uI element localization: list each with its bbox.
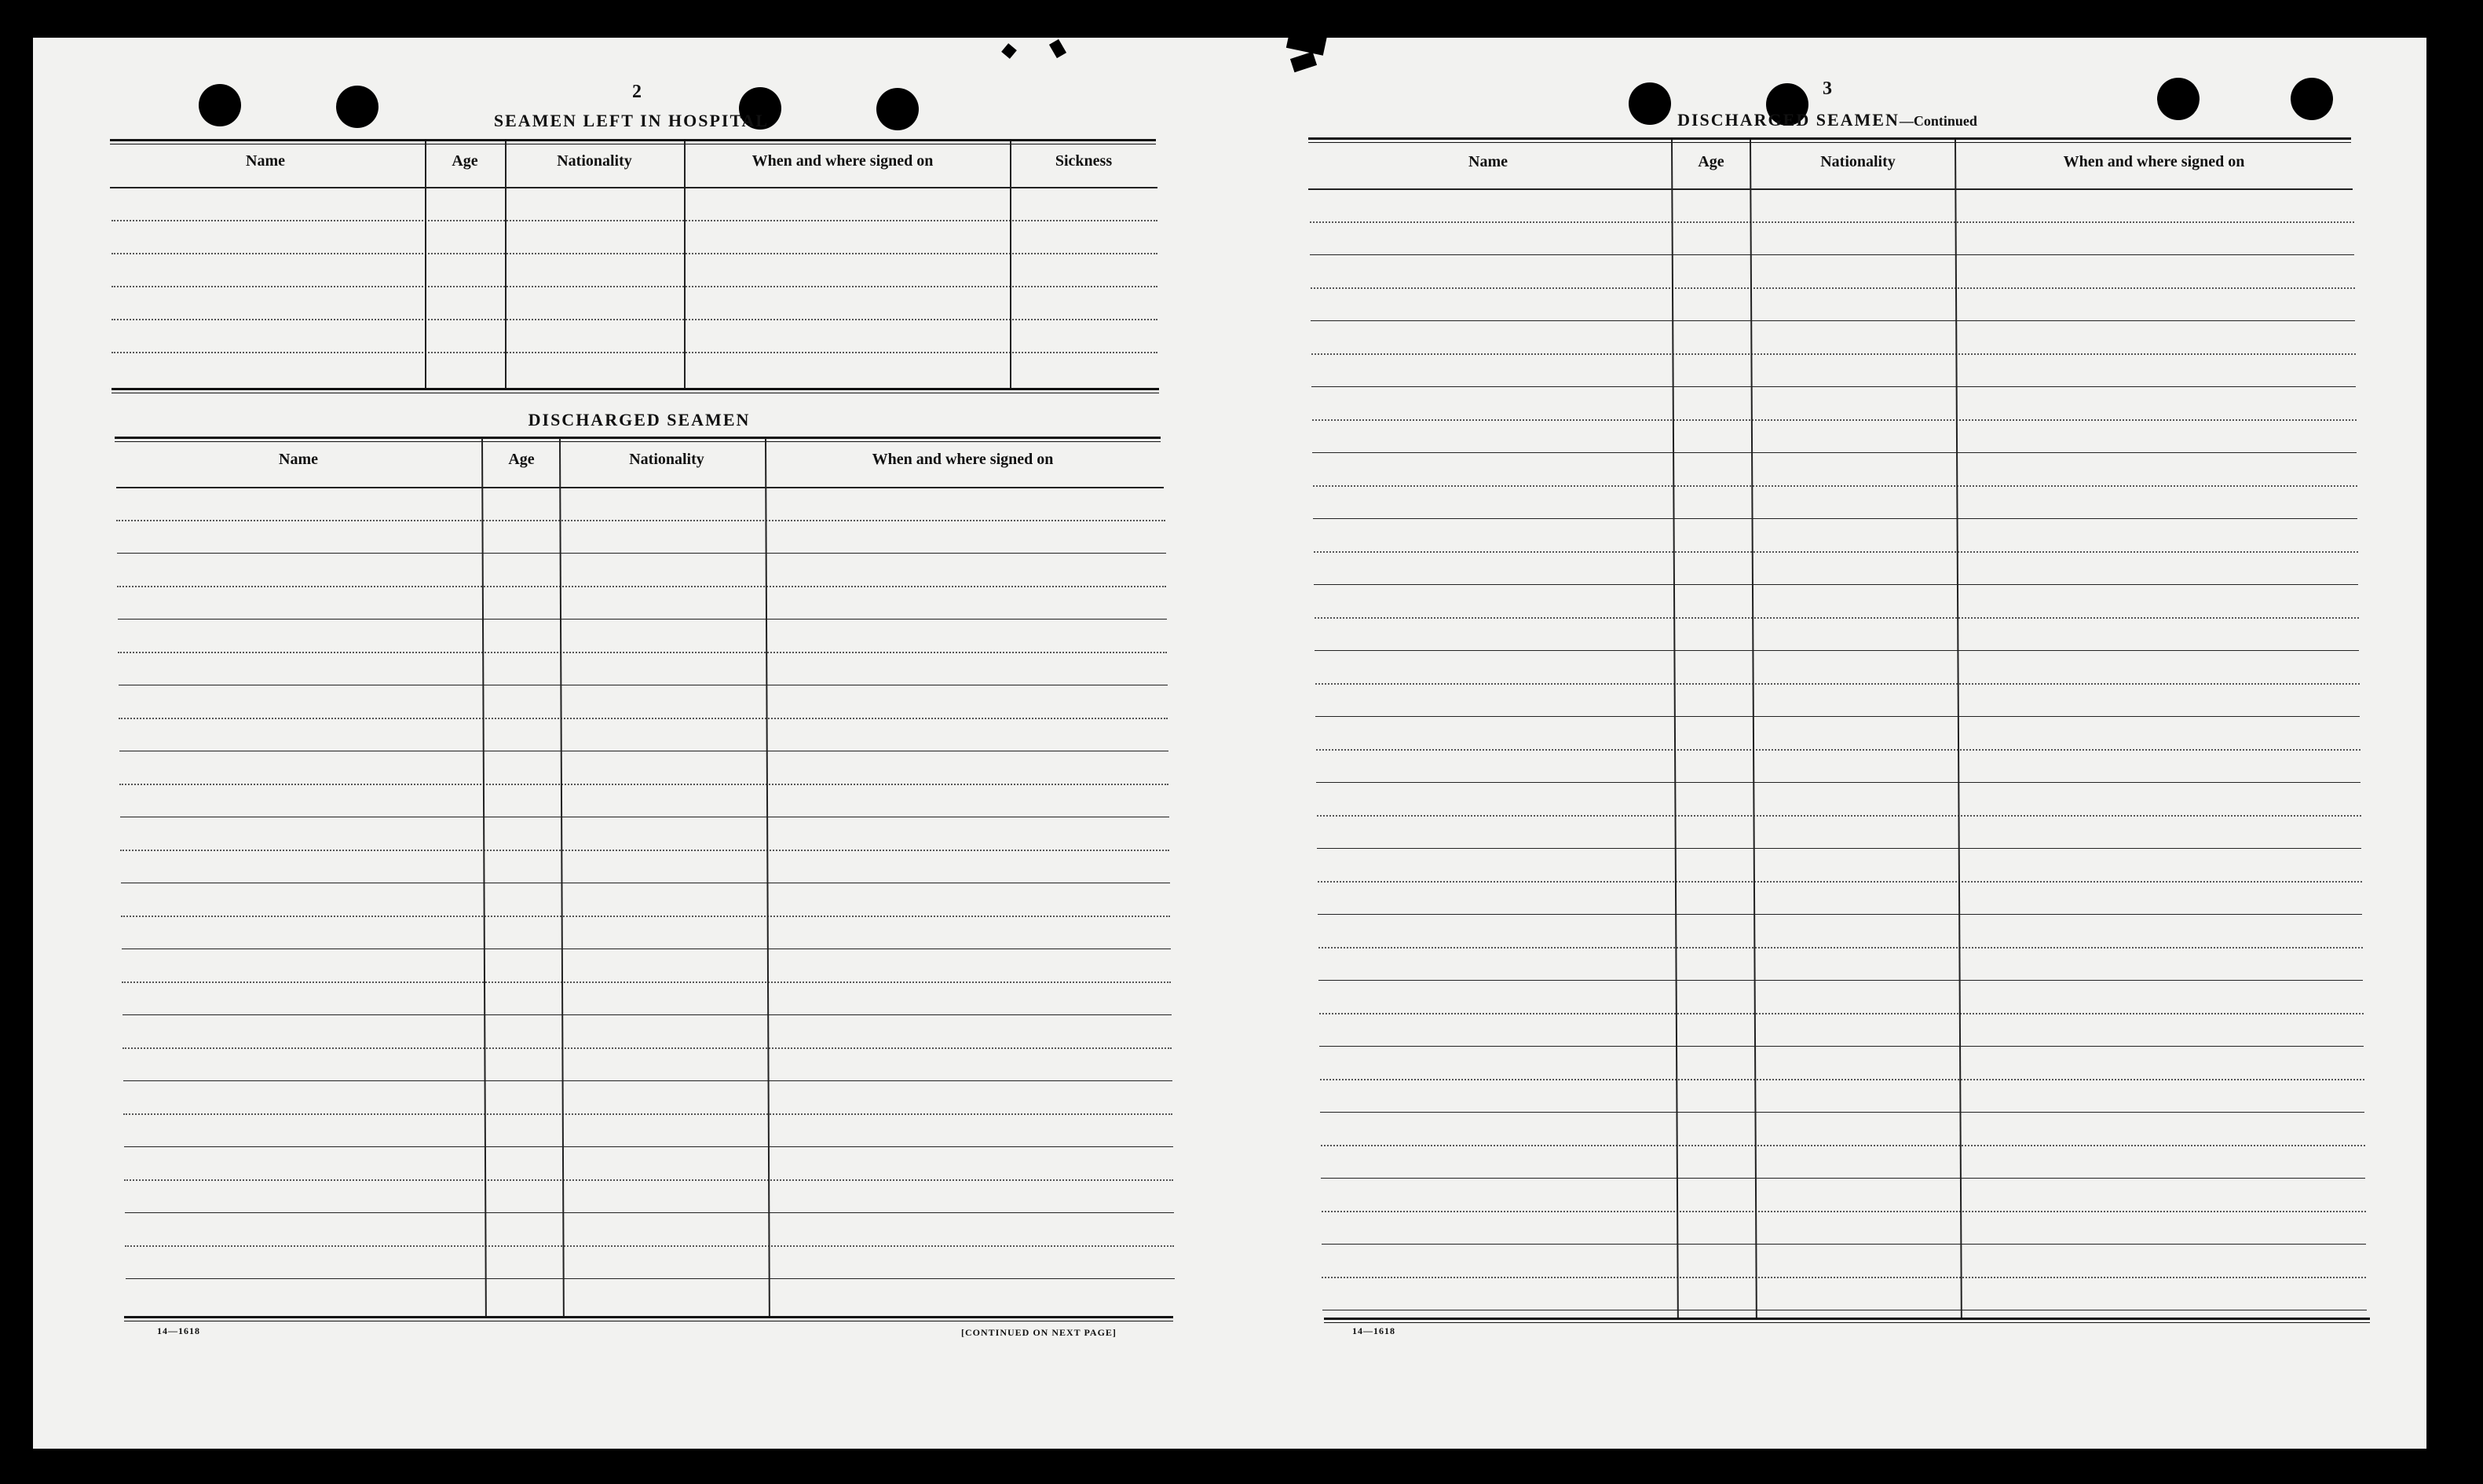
table-row-line — [123, 1047, 1172, 1049]
discharged-col-signed-on: When and where signed on — [872, 451, 1054, 468]
discharged-table-bottom-rule — [124, 1316, 1173, 1318]
table-row-line — [1318, 947, 2363, 949]
table-row-line — [119, 718, 1168, 719]
table-row-line — [1315, 683, 2360, 685]
table-row-line — [121, 916, 1170, 917]
table-row-line — [123, 1080, 1172, 1081]
right-header-rule — [1308, 188, 2353, 190]
hospital-col-signed-on: When and where signed on — [751, 152, 934, 170]
hospital-table-top-rule — [110, 139, 1156, 141]
right-col-nationality: Nationality — [1820, 153, 1896, 170]
punch-hole — [336, 86, 378, 128]
hospital-header-rule — [110, 187, 1157, 188]
table-row-line — [1312, 452, 2357, 453]
table-row-line — [1311, 287, 2355, 289]
table-row-line — [1310, 254, 2354, 255]
right-table-bottom-rule — [1324, 1318, 2370, 1320]
discharged-table-top-rule — [115, 437, 1161, 439]
hospital-row-line — [112, 253, 1157, 254]
punch-hole — [199, 84, 241, 126]
table-row-line — [1318, 914, 2362, 915]
table-row-line — [1317, 815, 2361, 817]
discharged-header-rule — [116, 487, 1164, 488]
table-row-line — [1316, 782, 2360, 783]
table-row-line — [1311, 320, 2355, 321]
table-row-line — [120, 850, 1169, 851]
hospital-table-bottom-rule — [112, 388, 1159, 390]
title-text: DISCHARGED SEAMEN — [1677, 110, 1900, 130]
hospital-col-name: Name — [246, 152, 285, 170]
hospital-row-line — [112, 352, 1157, 353]
table-row-line — [124, 1179, 1173, 1181]
table-row-line — [126, 1278, 1175, 1279]
table-row-line — [1320, 1112, 2364, 1113]
table-row-line — [122, 981, 1171, 983]
hospital-row-line — [112, 319, 1157, 320]
table-row-line — [1314, 551, 2358, 553]
table-row-line — [1322, 1244, 2366, 1245]
table-row-line — [1317, 848, 2361, 849]
hospital-col-divider — [684, 141, 686, 389]
table-row-line — [125, 1212, 1174, 1213]
hospital-col-divider — [425, 141, 426, 389]
table-row-line — [1311, 386, 2356, 387]
table-row-line — [1312, 419, 2357, 421]
table-row-line — [125, 1245, 1174, 1247]
table-row-line — [124, 1146, 1173, 1147]
table-row-line — [117, 586, 1166, 587]
table-row-line — [1321, 1178, 2365, 1179]
table-row-line — [1321, 1145, 2365, 1146]
punch-hole — [1629, 82, 1671, 125]
right-col-signed-on: When and where signed on — [2063, 153, 2245, 170]
table-row-line — [1322, 1277, 2366, 1278]
table-row-line — [1320, 1079, 2364, 1080]
discharged-col-nationality: Nationality — [629, 451, 704, 468]
continued-note: [CONTINUED ON NEXT PAGE] — [961, 1327, 1117, 1338]
table-row-line — [1315, 617, 2359, 619]
table-row-line — [1313, 485, 2357, 487]
hospital-col-divider — [505, 141, 506, 389]
table-row-line — [117, 553, 1166, 554]
table-row-line — [1315, 716, 2360, 717]
hospital-col-sickness: Sickness — [1055, 152, 1113, 170]
table-row-line — [1314, 584, 2358, 585]
punch-hole — [876, 88, 919, 130]
table-row-line — [1319, 1046, 2364, 1047]
hospital-section-title: SEAMEN LEFT IN HOSPITAL — [493, 111, 770, 130]
table-row-line — [1313, 518, 2357, 519]
table-row-line — [1311, 353, 2356, 355]
table-row-line — [123, 1113, 1172, 1115]
table-row-line — [1319, 1013, 2364, 1014]
right-col-age: Age — [1698, 153, 1724, 170]
discharged-continued-title — [1677, 110, 1977, 130]
table-row-line — [1315, 650, 2359, 651]
form-sheet — [33, 38, 2426, 1449]
page-number: 3 — [1823, 79, 1832, 99]
hospital-row-line — [112, 220, 1157, 221]
table-row-line — [118, 619, 1167, 620]
table-row-line — [1316, 749, 2360, 751]
form-number: 14—1618 — [157, 1325, 200, 1336]
right-table-top-rule — [1308, 137, 2351, 140]
hospital-row-line — [112, 286, 1157, 287]
table-row-line — [116, 520, 1165, 521]
punch-hole — [2157, 78, 2200, 120]
right-col-name: Name — [1468, 153, 1508, 170]
page-number: 2 — [632, 82, 642, 102]
table-row-line — [1310, 221, 2354, 223]
hospital-col-divider — [1010, 141, 1011, 389]
table-row-line — [123, 1014, 1172, 1015]
title-suffix: —Continued — [1899, 113, 1977, 129]
discharged-col-age: Age — [508, 451, 535, 468]
table-row-line — [118, 652, 1167, 653]
table-row-line — [119, 784, 1168, 785]
hospital-col-nationality: Nationality — [557, 152, 632, 170]
table-row-line — [1318, 881, 2362, 883]
form-number: 14—1618 — [1352, 1325, 1395, 1336]
table-row-line — [1322, 1211, 2366, 1212]
table-row-line — [1318, 980, 2363, 981]
discharged-col-name: Name — [279, 451, 318, 468]
discharged-section-title: DISCHARGED SEAMEN — [528, 410, 751, 429]
punch-hole — [2291, 78, 2333, 120]
hospital-col-age: Age — [452, 152, 478, 170]
